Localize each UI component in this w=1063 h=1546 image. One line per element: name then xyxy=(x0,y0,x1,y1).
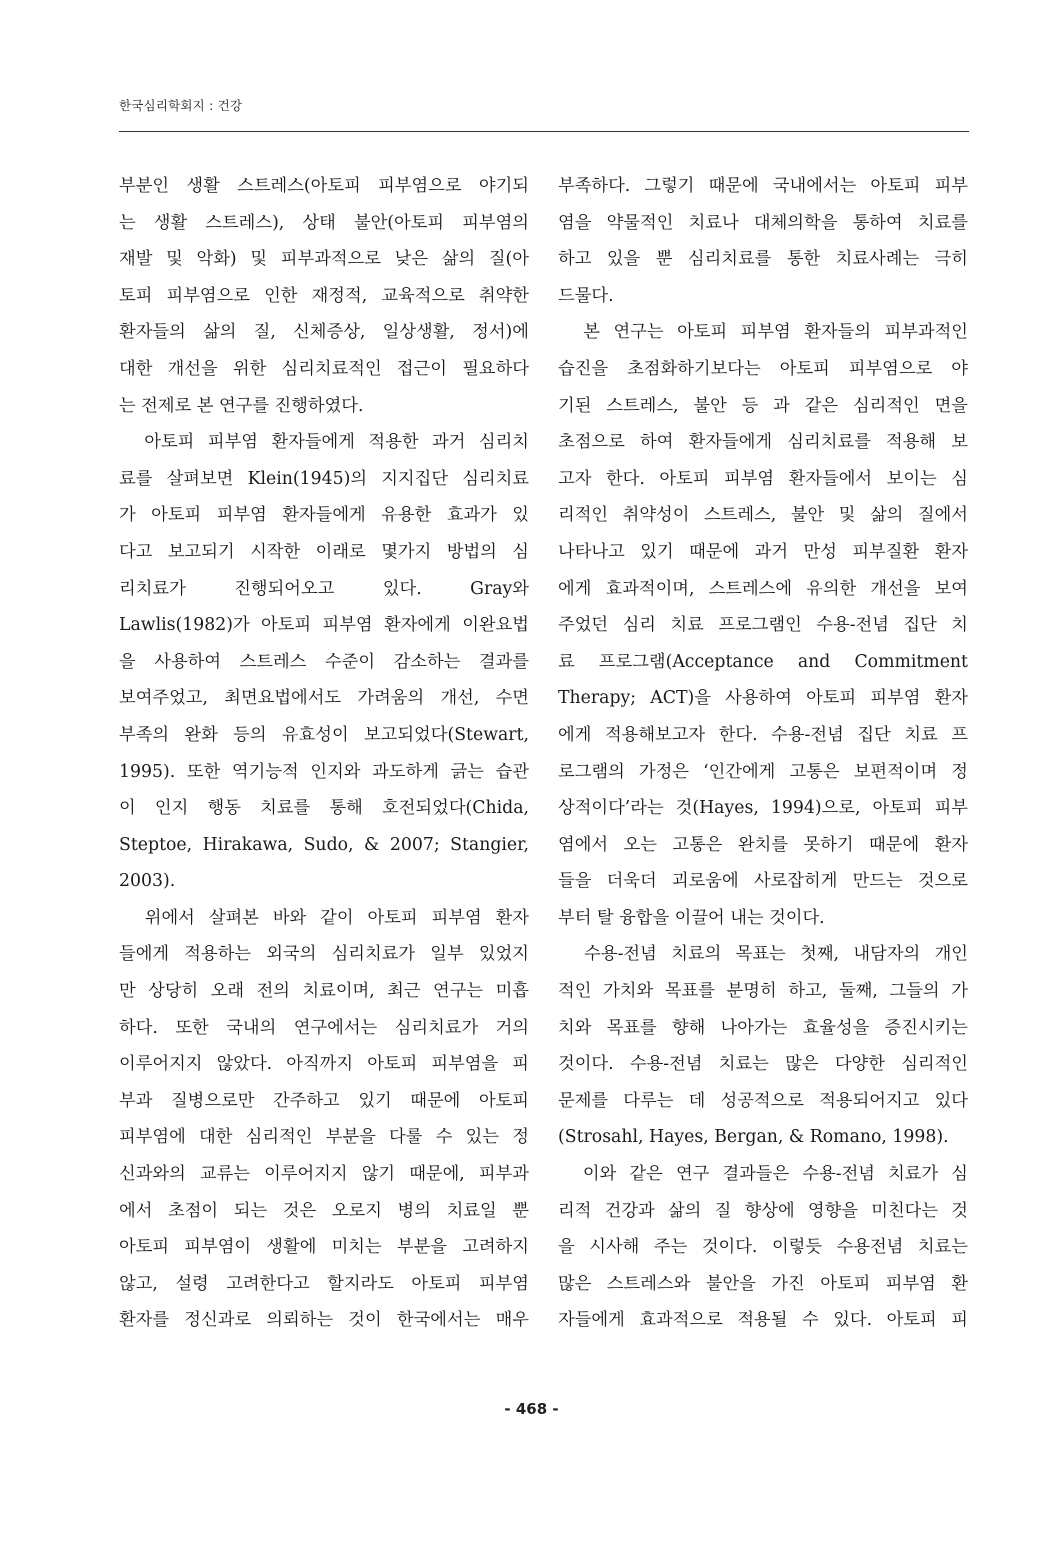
left-column-line: 는 생활 스트레스), 상태 불안(아토피 피부염의 xyxy=(119,212,529,233)
right-column-line: 에게 적용해보고자 한다. 수용-전념 집단 치료 프 xyxy=(558,724,968,745)
left-column-line: 위에서 살펴본 바와 같이 아토피 피부염 환자 xyxy=(119,907,529,928)
right-column-line: 리적인 취약성이 스트레스, 불안 및 삶의 질에서 xyxy=(558,505,968,526)
left-column-line: 이 인지 행동 치료를 통해 호전되었다(Chida, xyxy=(119,798,529,819)
right-column-line: 나타나고 있기 때문에 과거 만성 피부질환 환자 xyxy=(558,541,968,562)
right-column-line: 자들에게 효과적으로 적용될 수 있다. 아토피 피 xyxy=(558,1310,968,1331)
left-column-line: 대한 개선을 위한 심리치료적인 접근이 필요하다 xyxy=(119,358,529,379)
left-column-line: 는 전제로 본 연구를 진행하였다. xyxy=(119,395,364,416)
right-column-line: 염을 약물적인 치료나 대체의학을 통하여 치료를 xyxy=(558,212,968,233)
left-column-line: 2003). xyxy=(119,871,176,892)
right-column-line: (Strosahl, Hayes, Bergan, & Romano, 1998). xyxy=(558,1127,949,1148)
right-column-line: 치와 목표를 향해 나아가는 효율성을 증진시키는 xyxy=(558,1017,968,1038)
left-column-line: 만 상당히 오래 전의 치료이며, 최근 연구는 미흡 xyxy=(119,981,529,1002)
right-column-line: 료 프로그램(Acceptance and Commitment xyxy=(558,651,968,672)
right-column-line: 문제를 다루는 데 성공적으로 적용되어지고 있다 xyxy=(558,1090,968,1111)
left-column-line: Steptoe, Hirakawa, Sudo, & 2007; Stangier, xyxy=(119,834,529,855)
left-column-line: 을 사용하여 스트레스 수준이 감소하는 결과를 xyxy=(119,651,529,672)
right-column-line: 주었던 심리 치료 프로그램인 수용-전념 집단 치 xyxy=(558,615,968,636)
left-column-line: 에서 초점이 되는 것은 오로지 병의 치료일 뿐 xyxy=(119,1200,529,1221)
right-column-line: 것이다. 수용-전념 치료는 많은 다양한 심리적인 xyxy=(558,1054,968,1075)
right-column-line: 이와 같은 연구 결과들은 수용-전념 치료가 심 xyxy=(558,1164,968,1185)
left-column-line: 재발 및 악화) 및 피부과적으로 낮은 삶의 질(아 xyxy=(119,249,529,270)
right-column-line: 로그램의 가정은 ‘인간에게 고통은 보편적이며 정 xyxy=(558,761,968,782)
right-column-line: 에게 효과적이며, 스트레스에 유의한 개선을 보여 xyxy=(558,578,968,599)
left-column-line: 아토피 피부염이 생활에 미치는 부분을 고려하지 xyxy=(119,1237,529,1258)
right-column-line: 초점으로 하여 환자들에게 심리치료를 적용해 보 xyxy=(558,432,968,453)
left-column-line: 이루어지지 않았다. 아직까지 아토피 피부염을 피 xyxy=(119,1054,529,1075)
right-column-line: 하고 있을 뿐 심리치료를 통한 치료사례는 극히 xyxy=(558,249,968,270)
left-text-column xyxy=(119,168,529,1339)
right-column-line: 을 시사해 주는 것이다. 이렇듯 수용전념 치료는 xyxy=(558,1237,968,1258)
left-column-line: 피부염에 대한 심리적인 부분을 다룰 수 있는 정 xyxy=(119,1127,529,1148)
left-column-line: 환자들의 삶의 질, 신체증상, 일상생활, 정서)에 xyxy=(119,322,529,343)
left-column-line: 않고, 설령 고려한다고 할지라도 아토피 피부염 xyxy=(119,1273,529,1294)
left-column-line: 부족의 완화 등의 유효성이 보고되었다(Stewart, xyxy=(119,724,529,745)
left-column-line: 신과와의 교류는 이루어지지 않기 때문에, 피부과 xyxy=(119,1164,529,1185)
left-column-line: 환자를 정신과로 의뢰하는 것이 한국에서는 매우 xyxy=(119,1310,529,1331)
left-column-line: 토피 피부염으로 인한 재정적, 교육적으로 취약한 xyxy=(119,285,529,306)
left-column-line: 다고 보고되기 시작한 이래로 몇가지 방법의 심 xyxy=(119,541,529,562)
running-header xyxy=(119,92,969,132)
right-column-line: 부족하다. 그렇기 때문에 국내에서는 아토피 피부 xyxy=(558,176,968,196)
left-column-line: 하다. 또한 국내의 연구에서는 심리치료가 거의 xyxy=(119,1017,529,1038)
right-column-line: 상적이다’라는 것(Hayes, 1994)으로, 아토피 피부 xyxy=(558,798,968,819)
right-column-line: 부터 탈 융합을 이끌어 내는 것이다. xyxy=(558,907,825,928)
left-column-line: 리치료가 진행되어오고 있다. Gray와 xyxy=(119,578,529,599)
page-number: - 468 - xyxy=(504,1400,559,1418)
left-column-line: 보여주었고, 최면요법에서도 가려움의 개선, 수면 xyxy=(119,688,529,709)
left-column-line: 아토피 피부염 환자들에게 적용한 과거 심리치 xyxy=(119,432,529,453)
right-column-line: 적인 가치와 목표를 분명히 하고, 둘째, 그들의 가 xyxy=(558,981,968,1002)
journal-title: 한국심리학회지 : 건강 xyxy=(119,98,243,113)
right-text-column xyxy=(558,168,968,1339)
left-column-line: 1995). 또한 역기능적 인지와 과도하게 긁는 습관 xyxy=(119,761,529,782)
right-column-line: 들을 더욱더 괴로움에 사로잡히게 만드는 것으로 xyxy=(558,871,968,892)
left-column-line: Lawlis(1982)가 아토피 피부염 환자에게 이완요법 xyxy=(119,615,529,636)
left-column-line: 가 아토피 피부염 환자들에게 유용한 효과가 있 xyxy=(119,505,529,526)
left-column-line: 들에게 적용하는 외국의 심리치료가 일부 있었지 xyxy=(119,944,529,965)
right-column-line: 수용-전념 치료의 목표는 첫째, 내담자의 개인 xyxy=(558,944,968,965)
left-column-line: 료를 살펴보면 Klein(1945)의 지지집단 심리치료 xyxy=(119,468,529,489)
right-column-line: 드물다. xyxy=(558,285,614,306)
right-column-line: 습진을 초점화하기보다는 아토피 피부염으로 야 xyxy=(558,358,968,379)
right-column-line: 본 연구는 아토피 피부염 환자들의 피부과적인 xyxy=(558,322,968,343)
left-column-line: 부과 질병으로만 간주하고 있기 때문에 아토피 xyxy=(119,1090,529,1111)
right-column-line: 리적 건강과 삶의 질 향상에 영향을 미친다는 것 xyxy=(558,1200,968,1221)
right-column-line: Therapy; ACT)을 사용하여 아토피 피부염 환자 xyxy=(558,688,968,709)
left-column-line: 부분인 생활 스트레스(아토피 피부염으로 야기되 xyxy=(119,176,529,196)
right-column-line: 염에서 오는 고통은 완치를 못하기 때문에 환자 xyxy=(558,834,968,855)
right-column-line: 고자 한다. 아토피 피부염 환자들에서 보이는 심 xyxy=(558,468,968,489)
right-column-line: 많은 스트레스와 불안을 가진 아토피 피부염 환 xyxy=(558,1273,968,1294)
right-column-line: 기된 스트레스, 불안 등 과 같은 심리적인 면을 xyxy=(558,395,968,416)
